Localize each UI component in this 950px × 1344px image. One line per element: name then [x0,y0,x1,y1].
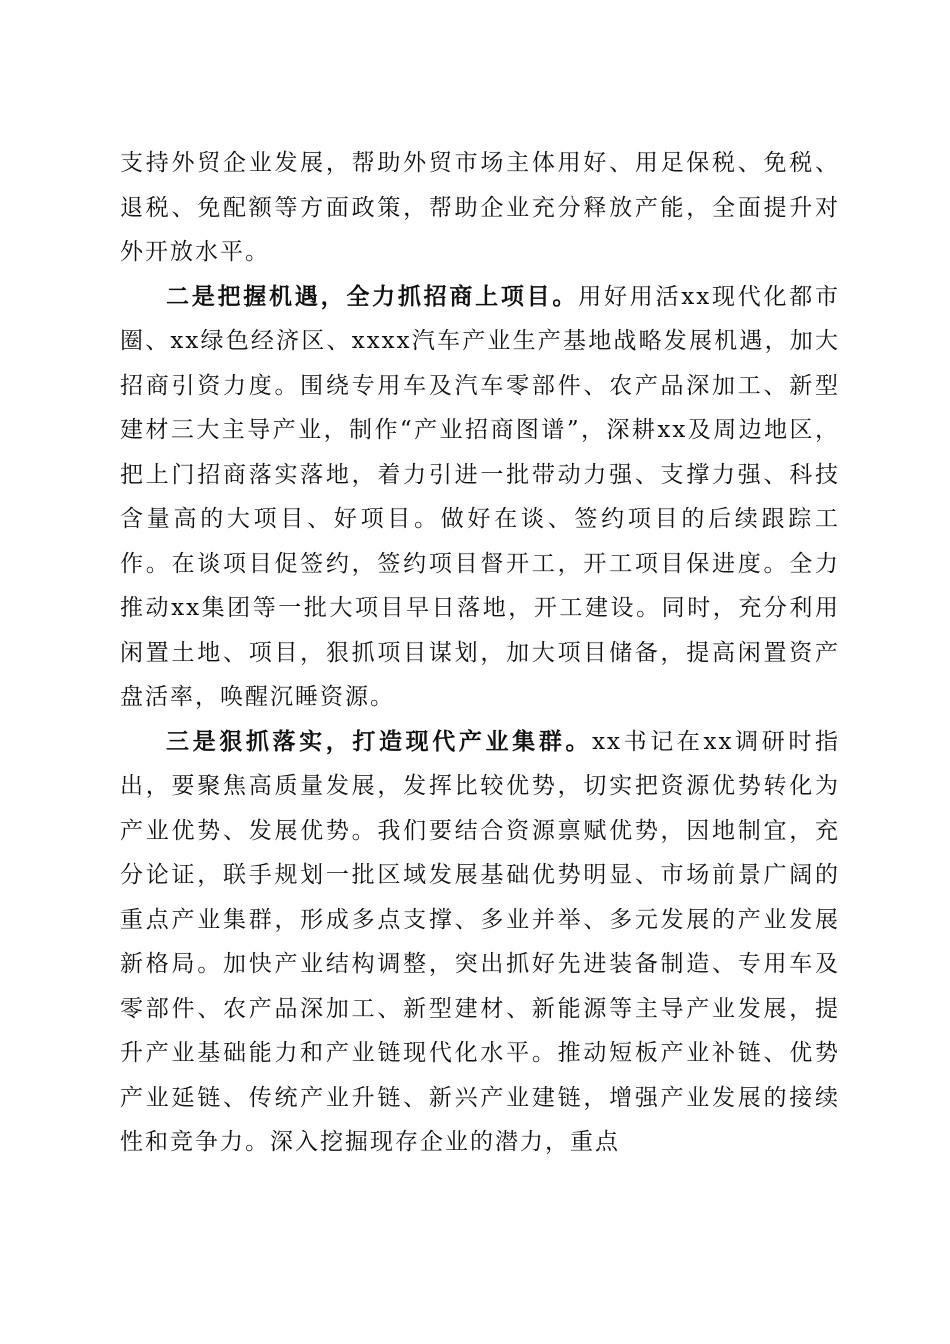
paragraph-continuation [120,141,840,275]
paragraph-lead-heading: 三是狠抓落实，打造现代产业集群。 [166,727,593,755]
paragraph-seize-opportunity [120,275,840,720]
document-body [120,141,840,1165]
paragraph-implementation [120,720,840,1165]
paragraph-lead-heading: 二是把握机遇，全力抓招商上项目。 [166,282,579,310]
paragraph-text: 支持外贸企业发展，帮助外贸市场主体用好、用足保税、免税、退税、免配额等方面政策，帮助企业充分释放产能，全面提升对外开放水平。 [120,150,840,265]
paragraph-text: xx书记在xx调研时指出，要聚焦高质量发展，发挥比较优势，切实把资源优势转化为产业优势、发展优势。我们要结合资源禀赋优势，因地制宜，充分论证，联手规划一批区域发展基础优势明显、市场前景广阔的重点产业集群，形成多点支撑、多业并举、多元发展的产业发展新格局。加快产业结构调整，突出抓好先进装备制造、专用车及零部件、农产品深加工、新型建材、新能源等主导产业发展，提升产业基础能力和产业链现代化水平。推动短板产业补链、优势产业延链、传统产业升链、新兴产业建链，增强产业发展的接续性和竞争力。深入挖掘现存企业的潜力，重点 [120,728,840,1155]
paragraph-text: 用好用活xx现代化都市圈、xx绿色经济区、xxxx汽车产业生产基地战略发展机遇，加大招商引资力度。围绕专用车及汽车零部件、农产品深加工、新型建材三大主导产业，制作“产业招商图谱”，深耕xx及周边地区，把上门招商落实落地，着力引进一批带动力强、支撑力强、科技含量高的大项目、好项目。做好在谈、签约项目的后续跟踪工作。在谈项目促签约，签约项目督开工，开工项目保进度。全力推动xx集团等一批大项目早日落地，开工建设。同时，充分利用闲置土地、项目，狠抓项目谋划，加大项目储备，提高闲置资产盘活率，唤醒沉睡资源。 [120,283,841,710]
